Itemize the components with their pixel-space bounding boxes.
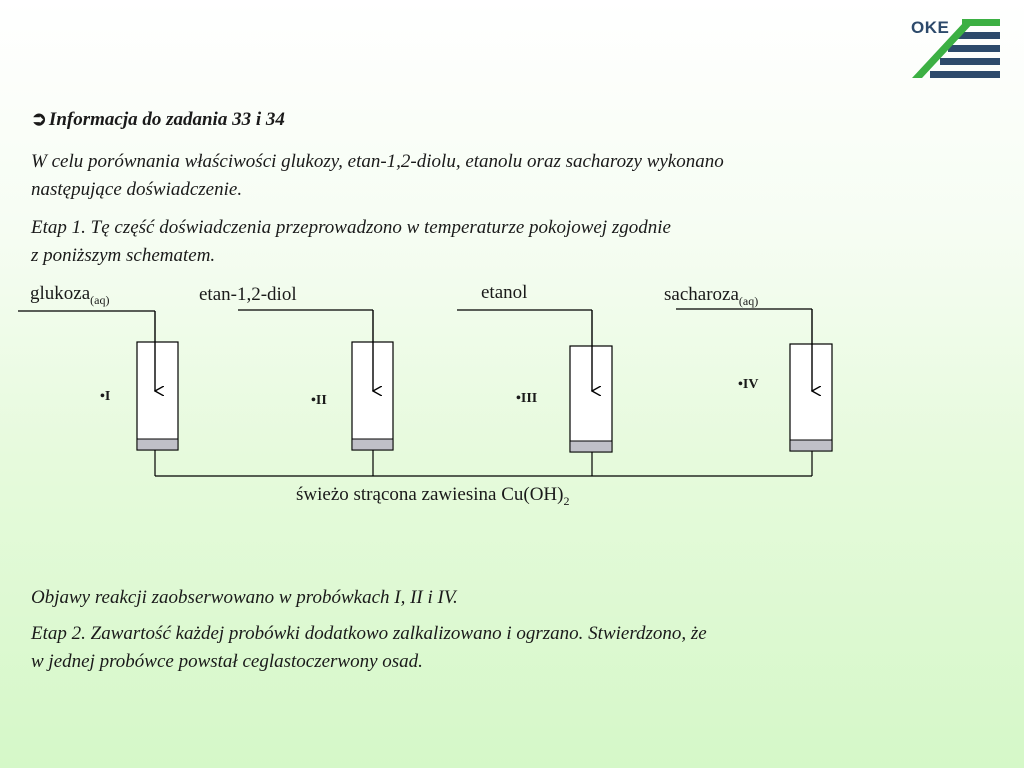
test-tube-1 bbox=[18, 311, 178, 450]
suspension-connector bbox=[155, 450, 812, 476]
reagent-label-etanol: etanol bbox=[481, 282, 528, 303]
stage2-paragraph bbox=[31, 620, 981, 676]
observation-paragraph bbox=[31, 584, 981, 612]
stage2-line-2: w jednej probówce powstał ceglastoczerwony osad. bbox=[31, 651, 423, 672]
suspension-label: świeżo strącona zawiesina $Cu(OH)_2$ bbox=[296, 484, 570, 508]
test-tube-2 bbox=[238, 310, 393, 450]
reagent-label-etandiol: etan-1,2-diol bbox=[199, 284, 297, 305]
intro-line-2: następujące doświadczenie. bbox=[31, 179, 243, 200]
arrow-icon: ➲ bbox=[31, 109, 47, 130]
tube-label-4: •IV bbox=[738, 377, 759, 392]
tube-label-2: •II bbox=[311, 393, 327, 408]
observation-line: Objawy reakcji zaobserwowano w probówkach I, II i IV. bbox=[31, 587, 458, 608]
stage1-line-2: z poniższym schematem. bbox=[31, 245, 216, 266]
tube-label-1: •I bbox=[100, 389, 111, 404]
intro-line-1: W celu porównania właściwości glukozy, etan-1,2-diolu, etanolu oraz sacharozy wykonano bbox=[31, 151, 724, 172]
reagent-label-glukoza: glukoza$_{(aq)}$ bbox=[30, 283, 110, 307]
stage1-line-1: Etap 1. Tę część doświadczenia przeprowadzono w temperaturze pokojowej zgodnie bbox=[31, 217, 671, 238]
tube-label-3: •III bbox=[516, 391, 538, 406]
test-tube-3 bbox=[457, 310, 612, 452]
stage2-line-1: Etap 2. Zawartość każdej probówki dodatkowo zalkalizowano i ogrzano. Stwierdzono, że bbox=[31, 623, 707, 644]
reagent-label-sacharoza: sacharoza$_{(aq)}$ bbox=[664, 284, 759, 308]
task-title: Informacja do zadania 33 i 34 bbox=[48, 109, 285, 130]
logo-text: OKE bbox=[911, 18, 950, 37]
